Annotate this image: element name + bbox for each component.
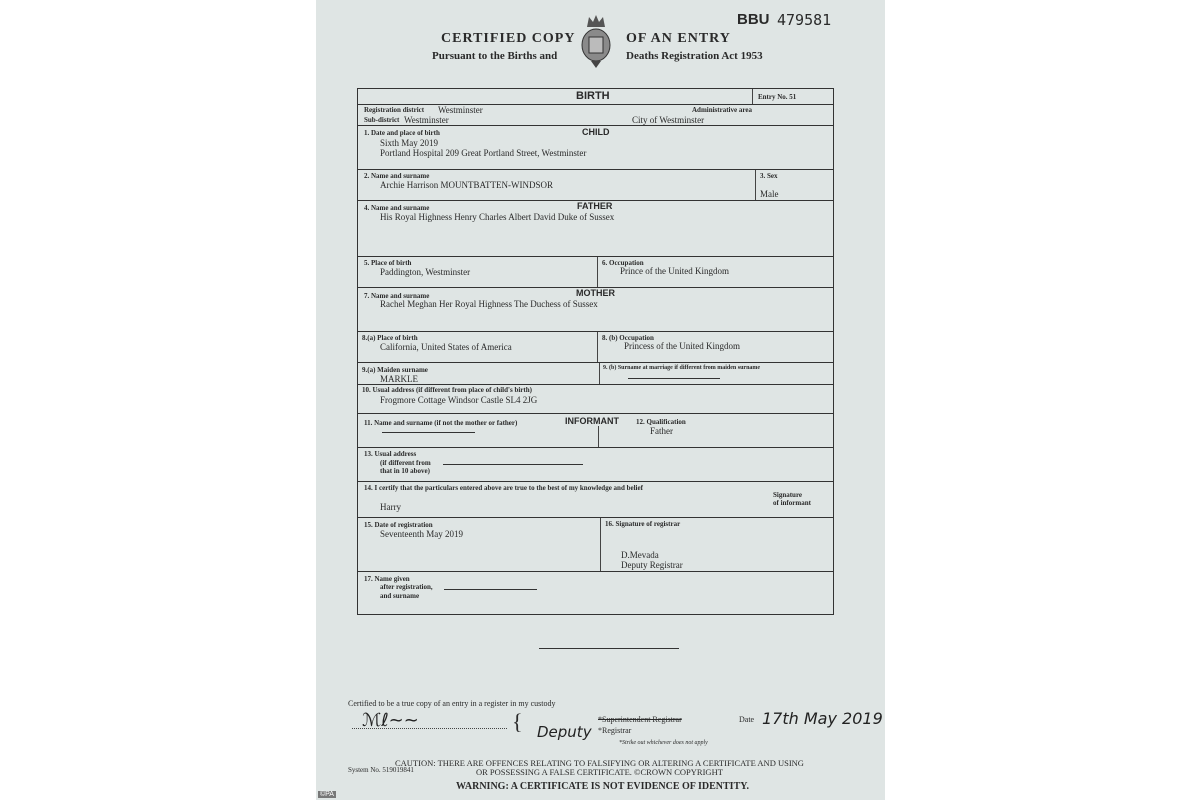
admin-area-label: Administrative area xyxy=(692,106,752,114)
certifier-signature: ℳℓ~~ xyxy=(362,710,419,731)
father-row xyxy=(357,201,834,257)
child-name-row xyxy=(357,170,834,201)
date-handwritten: 17th May 2019 xyxy=(762,709,883,728)
registration-date: Seventeenth May 2019 xyxy=(380,529,463,539)
certify-row xyxy=(357,482,834,518)
system-number: System No. 519019841 xyxy=(348,766,414,774)
field-11-label: 11. Name and surname (if not the mother or father) xyxy=(364,419,518,427)
registrar-name: D.Mevada xyxy=(621,550,659,560)
field-17-label-3: and surname xyxy=(380,592,420,600)
date-label: Date xyxy=(739,715,755,724)
form-title: BIRTH xyxy=(576,90,610,102)
qualification: Father xyxy=(650,426,673,436)
field-3-label: 3. Sex xyxy=(760,172,778,180)
field-13-label-3: that in 10 above) xyxy=(380,467,430,475)
informant-address-row xyxy=(357,448,834,482)
subtitle-right: Deaths Registration Act 1953 xyxy=(626,50,763,62)
father-section: FATHER xyxy=(577,201,613,211)
birth-date: Sixth May 2019 xyxy=(380,138,439,148)
mother-name: Rachel Meghan Her Royal Highness The Duchess of Sussex xyxy=(380,299,598,309)
maiden-row xyxy=(357,363,834,385)
field-2-label: 2. Name and surname xyxy=(364,172,430,180)
signature-label-2: of informant xyxy=(773,499,811,507)
field-17-label: 17. Name given xyxy=(364,575,410,583)
sub-district-value: Westminster xyxy=(404,115,449,125)
district-row xyxy=(357,105,834,126)
field-14-label: 14. I certify that the particulars entered above are true to the best of my knowledge and belief xyxy=(364,484,643,492)
field-9b-label: 9. (b) Surname at marriage if different from maiden surname xyxy=(603,365,761,371)
child-section: CHILD xyxy=(582,127,610,137)
signature-label: Signature xyxy=(773,491,803,499)
mother-birthplace: California, United States of America xyxy=(380,342,512,352)
usual-address: Frogmore Cottage Windsor Castle SL4 2JG xyxy=(380,395,538,405)
divider-line xyxy=(539,648,679,649)
registration-row xyxy=(357,518,834,572)
title-right: OF AN ENTRY xyxy=(626,31,731,46)
registrar-title: Deputy Registrar xyxy=(621,560,683,570)
field-17-label-2: after registration, xyxy=(380,583,433,591)
birth-header-row xyxy=(357,88,834,105)
informant-row xyxy=(357,414,834,448)
entry-number: Entry No. 51 xyxy=(758,93,797,101)
field-15-label: 15. Date of registration xyxy=(364,521,433,529)
address-row xyxy=(357,385,834,414)
child-name: Archie Harrison MOUNTBATTEN-WINDSOR xyxy=(380,180,553,190)
maiden-surname: MARKLE xyxy=(380,374,418,384)
caution-line-2: OR POSSESSING A FALSE CERTIFICATE. ©CROWN COPYRIGHT xyxy=(476,767,723,777)
field-10-label: 10. Usual address (if different from place of child's birth) xyxy=(362,386,532,394)
caution-line-1: CAUTION: THERE ARE OFFENCES RELATING TO FALSIFYING OR ALTERING A CERTIFICATE AND USING xyxy=(395,758,804,768)
serial-number: 479581 xyxy=(777,11,832,29)
sub-district-label: Sub-district xyxy=(364,116,400,124)
field-7-label: 7. Name and surname xyxy=(364,292,430,300)
deputy-handwritten: Deputy xyxy=(537,723,592,741)
field-13-label-2: (if different from xyxy=(380,459,431,467)
mother-occupation: Princess of the United Kingdom xyxy=(624,341,740,351)
admin-area-value: City of Westminster xyxy=(632,115,705,125)
birth-place: Portland Hospital 209 Great Portland Street, Westminster xyxy=(380,148,587,158)
informant-signature: Harry xyxy=(380,502,401,512)
field-5-label: 5. Place of birth xyxy=(364,259,412,267)
reg-district-label: Registration district xyxy=(364,106,425,114)
father-name: His Royal Highness Henry Charles Albert David Duke of Sussex xyxy=(380,212,615,222)
certified-text: Certified to be a true copy of an entry in a register in my custody xyxy=(348,699,556,708)
field-12-label: 12. Qualification xyxy=(636,418,686,426)
superintendent-struck: *Superintendent Registrar xyxy=(598,715,682,724)
child-sex: Male xyxy=(760,189,779,199)
father-birthplace: Paddington, Westminster xyxy=(380,267,471,277)
signature-line xyxy=(352,728,507,729)
mother-section: MOTHER xyxy=(576,288,615,298)
father-occupation: Prince of the United Kingdom xyxy=(620,266,729,276)
registrar-label: *Registrar xyxy=(598,726,632,735)
field-6-label: 6. Occupation xyxy=(602,259,644,267)
identity-warning: WARNING: A CERTIFICATE IS NOT EVIDENCE OF IDENTITY. xyxy=(456,781,750,792)
field-16-label: 16. Signature of registrar xyxy=(605,520,681,528)
child-row xyxy=(357,126,834,170)
brace: { xyxy=(512,709,523,734)
reg-district-value: Westminster xyxy=(438,105,483,115)
mother-details-row xyxy=(357,332,834,363)
title-left: CERTIFIED COPY xyxy=(441,31,576,46)
photo-credit: ©PA xyxy=(320,791,334,798)
father-details-row xyxy=(357,257,834,288)
field-4-label: 4. Name and surname xyxy=(364,204,430,212)
royal-crest-icon xyxy=(579,13,613,69)
serial-prefix: BBU xyxy=(737,11,770,28)
name-after-row xyxy=(357,572,834,615)
field-8a-label: 8.(a) Place of birth xyxy=(362,334,418,342)
field-13-label: 13. Usual address xyxy=(364,450,417,458)
field-8b-label: 8. (b) Occupation xyxy=(602,334,654,342)
field-9a-label: 9.(a) Maiden surname xyxy=(362,366,428,374)
strike-note: *Strike out whichever does not apply xyxy=(619,740,708,746)
mother-row xyxy=(357,288,834,332)
field-1-label: 1. Date and place of birth xyxy=(364,129,440,137)
subtitle-left: Pursuant to the Births and xyxy=(432,50,558,62)
informant-section: INFORMANT xyxy=(565,416,619,426)
